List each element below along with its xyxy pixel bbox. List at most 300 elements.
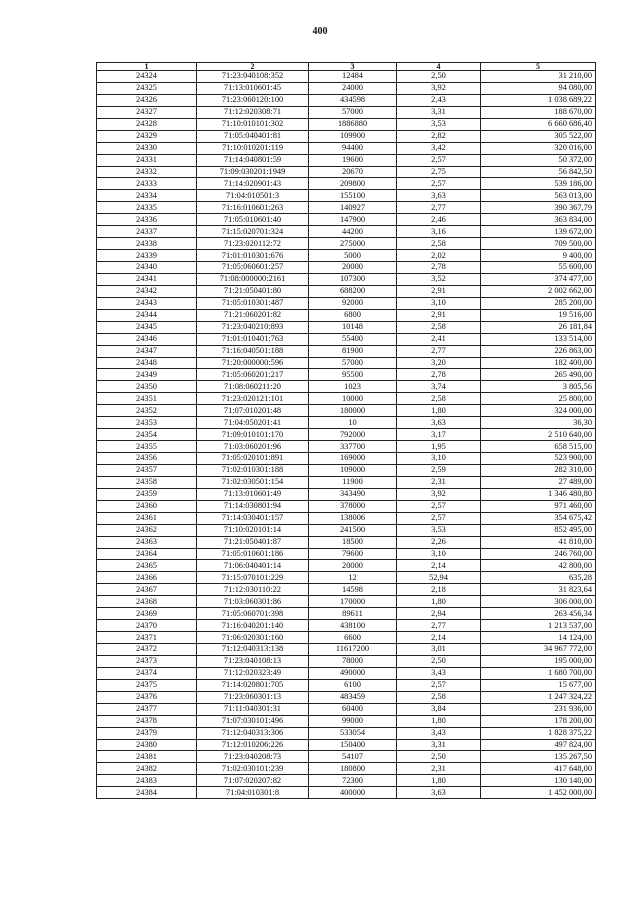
table-row [97,488,596,500]
table-row [97,226,596,238]
area-cell: 92000 [309,297,397,309]
value-cell: 539 186,00 [481,178,596,190]
value-cell: 31 210,00 [481,71,596,83]
cadastral-number-cell: 71:21:050401:80 [197,285,309,297]
row-number-cell: 24359 [97,488,197,500]
area-cell: 1886880 [309,118,397,130]
area-cell: 78000 [309,655,397,667]
rate-cell: 3,31 [397,739,481,751]
cadastral-number-cell: 71:23:060120:100 [197,94,309,106]
row-number-cell: 24374 [97,667,197,679]
rate-cell: 2,58 [397,321,481,333]
rate-cell: 3,63 [397,787,481,799]
cadastral-number-cell: 71:13:010601:49 [197,488,309,500]
value-cell: 658 515,00 [481,441,596,453]
table-body [97,71,596,799]
row-number-cell: 24349 [97,369,197,381]
table-row [97,369,596,381]
cadastral-number-cell: 71:01:010401:763 [197,333,309,345]
row-number-cell: 24335 [97,202,197,214]
row-number-cell: 24347 [97,345,197,357]
row-number-cell: 24351 [97,393,197,405]
area-cell: 147900 [309,214,397,226]
value-cell: 50 372,00 [481,154,596,166]
cadastral-number-cell: 71:14:030401:157 [197,512,309,524]
column-header-1: 1 [97,63,197,71]
table-row [97,405,596,417]
value-cell: 1 038 689,22 [481,94,596,106]
table-row [97,214,596,226]
row-number-cell: 24362 [97,524,197,536]
value-cell: 1 247 324,22 [481,691,596,703]
value-cell: 852 495,00 [481,524,596,536]
area-cell: 337700 [309,441,397,453]
value-cell: 265 490,00 [481,369,596,381]
cadastral-number-cell: 71:16:040501:188 [197,345,309,357]
cadastral-number-cell: 71:12:040313:138 [197,644,309,656]
cadastral-number-cell: 71:10:010101:302 [197,118,309,130]
rate-cell: 2,46 [397,214,481,226]
row-number-cell: 24326 [97,94,197,106]
row-number-cell: 24329 [97,130,197,142]
value-cell: 390 367,79 [481,202,596,214]
area-cell: 10000 [309,393,397,405]
value-cell: 523 900,00 [481,453,596,465]
value-cell: 26 181,84 [481,321,596,333]
cadastral-number-cell: 71:14:030801:94 [197,500,309,512]
table-row [97,500,596,512]
cadastral-number-cell: 71:07:030101:496 [197,715,309,727]
rate-cell: 1,95 [397,441,481,453]
value-cell: 1 680 700,00 [481,667,596,679]
cadastral-number-cell: 71:02:010301:188 [197,464,309,476]
cadastral-number-cell: 71:05:010601:186 [197,548,309,560]
table-row [97,608,596,620]
table-row [97,190,596,202]
area-cell: 55400 [309,333,397,345]
value-cell: 226 863,00 [481,345,596,357]
table-row [97,620,596,632]
column-header-5: 5 [481,63,596,71]
row-number-cell: 24339 [97,250,197,262]
area-cell: 792000 [309,429,397,441]
row-number-cell: 24352 [97,405,197,417]
row-number-cell: 24343 [97,297,197,309]
cadastral-number-cell: 71:04:050201:41 [197,417,309,429]
value-cell: 6 660 686,40 [481,118,596,130]
value-cell: 285 200,00 [481,297,596,309]
value-cell: 178 200,00 [481,715,596,727]
rate-cell: 2,75 [397,166,481,178]
rate-cell: 2,58 [397,393,481,405]
rate-cell: 2,59 [397,464,481,476]
row-number-cell: 24336 [97,214,197,226]
table-row [97,202,596,214]
row-number-cell: 24357 [97,464,197,476]
cadastral-number-cell: 71:21:060201:82 [197,309,309,321]
value-cell: 263 456,34 [481,608,596,620]
row-number-cell: 24361 [97,512,197,524]
rate-cell: 1,80 [397,405,481,417]
row-number-cell: 24346 [97,333,197,345]
area-cell: 44200 [309,226,397,238]
cadastral-number-cell: 71:23:060301:13 [197,691,309,703]
cadastral-number-cell: 71:23:040208:73 [197,751,309,763]
row-number-cell: 24342 [97,285,197,297]
rate-cell: 2,58 [397,691,481,703]
row-number-cell: 24354 [97,429,197,441]
table-row [97,309,596,321]
row-number-cell: 24324 [97,71,197,83]
area-cell: 81900 [309,345,397,357]
value-cell: 9 400,00 [481,250,596,262]
cadastral-number-cell: 71:13:010601:45 [197,82,309,94]
table-row [97,453,596,465]
area-cell: 138006 [309,512,397,524]
table-row [97,441,596,453]
table-row [97,393,596,405]
rate-cell: 2,78 [397,262,481,274]
table-row [97,524,596,536]
cadastral-number-cell: 71:07:010201:48 [197,405,309,417]
cadastral-number-cell: 71:05:040401:81 [197,130,309,142]
area-cell: 400000 [309,787,397,799]
row-number-cell: 24377 [97,703,197,715]
table-row [97,106,596,118]
area-cell: 19600 [309,154,397,166]
rate-cell: 3,42 [397,142,481,154]
row-number-cell: 24348 [97,357,197,369]
area-cell: 5000 [309,250,397,262]
rate-cell: 3,53 [397,524,481,536]
row-number-cell: 24340 [97,262,197,274]
cadastral-number-cell: 71:12:030110:22 [197,584,309,596]
row-number-cell: 24344 [97,309,197,321]
row-number-cell: 24379 [97,727,197,739]
area-cell: 155100 [309,190,397,202]
rate-cell: 3,10 [397,453,481,465]
table-row [97,655,596,667]
rate-cell: 2,18 [397,584,481,596]
table-header-row [97,63,596,71]
rate-cell: 2,77 [397,202,481,214]
row-number-cell: 24366 [97,572,197,584]
rate-cell: 3,10 [397,548,481,560]
cadastral-number-cell: 71:11:040301:31 [197,703,309,715]
rate-cell: 2,82 [397,130,481,142]
value-cell: 363 834,00 [481,214,596,226]
row-number-cell: 24375 [97,679,197,691]
area-cell: 54107 [309,751,397,763]
area-cell: 209800 [309,178,397,190]
table-row [97,154,596,166]
row-number-cell: 24331 [97,154,197,166]
cadastral-number-cell: 71:12:020308:71 [197,106,309,118]
table-row [97,333,596,345]
rate-cell: 2,58 [397,238,481,250]
rate-cell: 3,92 [397,82,481,94]
area-cell: 180000 [309,405,397,417]
area-cell: 60400 [309,703,397,715]
value-cell: 231 936,00 [481,703,596,715]
table-row [97,512,596,524]
row-number-cell: 24384 [97,787,197,799]
rate-cell: 3,63 [397,417,481,429]
area-cell: 79600 [309,548,397,560]
table-row [97,297,596,309]
cadastral-number-cell: 71:05:010601:40 [197,214,309,226]
rate-cell: 2,57 [397,512,481,524]
rate-cell: 3,43 [397,727,481,739]
rate-cell: 3,53 [397,118,481,130]
table-row [97,262,596,274]
area-cell: 6100 [309,679,397,691]
row-number-cell: 24381 [97,751,197,763]
table-row [97,285,596,297]
row-number-cell: 24358 [97,476,197,488]
value-cell: 1 346 480,80 [481,488,596,500]
table-row [97,536,596,548]
cadastral-number-cell: 71:02:030101:239 [197,763,309,775]
rate-cell: 2,14 [397,560,481,572]
area-cell: 107300 [309,273,397,285]
row-number-cell: 24341 [97,273,197,285]
cadastral-number-cell: 71:14:040801:59 [197,154,309,166]
row-number-cell: 24332 [97,166,197,178]
area-cell: 170000 [309,596,397,608]
row-number-cell: 24337 [97,226,197,238]
table-row [97,691,596,703]
cadastral-number-cell: 71:03:060201:96 [197,441,309,453]
cadastral-number-cell: 71:23:020112:72 [197,238,309,250]
area-cell: 11900 [309,476,397,488]
row-number-cell: 24369 [97,608,197,620]
area-cell: 94400 [309,142,397,154]
page-number: 400 [312,26,328,37]
cadastral-number-cell: 71:02:030501:154 [197,476,309,488]
area-cell: 6800 [309,309,397,321]
cadastral-number-cell: 71:15:070101:229 [197,572,309,584]
rate-cell: 2,50 [397,655,481,667]
row-number-cell: 24338 [97,238,197,250]
row-number-cell: 24328 [97,118,197,130]
table-row [97,679,596,691]
row-number-cell: 24370 [97,620,197,632]
rate-cell: 2,57 [397,500,481,512]
area-cell: 18500 [309,536,397,548]
area-cell: 150400 [309,739,397,751]
row-number-cell: 24353 [97,417,197,429]
cadastral-number-cell: 71:14:020801:705 [197,679,309,691]
table-row [97,476,596,488]
table-row [97,787,596,799]
rate-cell: 3,20 [397,357,481,369]
row-number-cell: 24372 [97,644,197,656]
area-cell: 12 [309,572,397,584]
value-cell: 324 000,00 [481,405,596,417]
rate-cell: 3,31 [397,106,481,118]
area-cell: 438100 [309,620,397,632]
row-number-cell: 24333 [97,178,197,190]
table-row [97,739,596,751]
cadastral-number-cell: 71:05:010301:487 [197,297,309,309]
rate-cell: 3,52 [397,273,481,285]
value-cell: 195 000,00 [481,655,596,667]
area-cell: 95500 [309,369,397,381]
table-row [97,130,596,142]
area-cell: 10148 [309,321,397,333]
land-plot-table [96,62,596,799]
cadastral-number-cell: 71:05:020101:891 [197,453,309,465]
area-cell: 490000 [309,667,397,679]
cadastral-number-cell: 71:04:010501:3 [197,190,309,202]
rate-cell: 2,57 [397,679,481,691]
rate-cell: 2,41 [397,333,481,345]
cadastral-number-cell: 71:09:010101:170 [197,429,309,441]
row-number-cell: 24350 [97,381,197,393]
area-cell: 72300 [309,775,397,787]
area-cell: 11617200 [309,644,397,656]
cadastral-number-cell: 71:10:020101:14 [197,524,309,536]
rate-cell: 1,80 [397,775,481,787]
row-number-cell: 24380 [97,739,197,751]
column-header-4: 4 [397,63,481,71]
table-row [97,584,596,596]
value-cell: 135 267,50 [481,751,596,763]
value-cell: 635,28 [481,572,596,584]
table-row [97,417,596,429]
value-cell: 31 823,64 [481,584,596,596]
row-number-cell: 24345 [97,321,197,333]
area-cell: 24000 [309,82,397,94]
rate-cell: 3,17 [397,429,481,441]
area-cell: 241500 [309,524,397,536]
table-row [97,464,596,476]
table-row [97,596,596,608]
value-cell: 417 648,00 [481,763,596,775]
cadastral-number-cell: 71:15:020701:324 [197,226,309,238]
value-cell: 36,30 [481,417,596,429]
area-cell: 533054 [309,727,397,739]
area-cell: 89611 [309,608,397,620]
table-row [97,751,596,763]
cadastral-number-cell: 71:16:040201:140 [197,620,309,632]
cadastral-number-cell: 71:06:020301:160 [197,632,309,644]
table-row [97,727,596,739]
row-number-cell: 24364 [97,548,197,560]
rate-cell: 3,63 [397,190,481,202]
value-cell: 282 310,00 [481,464,596,476]
value-cell: 41 810,00 [481,536,596,548]
value-cell: 27 489,00 [481,476,596,488]
value-cell: 182 400,00 [481,357,596,369]
value-cell: 1 213 537,00 [481,620,596,632]
cadastral-number-cell: 71:16:010601:263 [197,202,309,214]
area-cell: 343490 [309,488,397,500]
cadastral-number-cell: 71:20:000000:596 [197,357,309,369]
table-row [97,94,596,106]
table-row [97,238,596,250]
value-cell: 15 677,00 [481,679,596,691]
cadastral-number-cell: 71:06:040401:14 [197,560,309,572]
table-row [97,178,596,190]
row-number-cell: 24327 [97,106,197,118]
rate-cell: 2,91 [397,309,481,321]
value-cell: 94 080,00 [481,82,596,94]
cadastral-number-cell: 71:05:060701:398 [197,608,309,620]
value-cell: 305 522,00 [481,130,596,142]
cadastral-number-cell: 71:08:060211:20 [197,381,309,393]
value-cell: 320 016,00 [481,142,596,154]
row-number-cell: 24363 [97,536,197,548]
table-row [97,71,596,83]
rate-cell: 2,02 [397,250,481,262]
rate-cell: 3,74 [397,381,481,393]
rate-cell: 2,77 [397,620,481,632]
cadastral-number-cell: 71:05:060601:257 [197,262,309,274]
area-cell: 20000 [309,262,397,274]
row-number-cell: 24378 [97,715,197,727]
table-row [97,644,596,656]
value-cell: 497 824,00 [481,739,596,751]
table-row [97,142,596,154]
table-row [97,775,596,787]
rate-cell: 2,91 [397,285,481,297]
table-row [97,632,596,644]
value-cell: 374 477,00 [481,273,596,285]
rate-cell: 1,80 [397,715,481,727]
area-cell: 57000 [309,357,397,369]
area-cell: 20670 [309,166,397,178]
cadastral-number-cell: 71:05:060201:217 [197,369,309,381]
table-row [97,273,596,285]
rate-cell: 2,78 [397,369,481,381]
rate-cell: 2,77 [397,345,481,357]
rate-cell: 2,26 [397,536,481,548]
value-cell: 709 500,00 [481,238,596,250]
value-cell: 19 516,00 [481,309,596,321]
value-cell: 14 124,00 [481,632,596,644]
rate-cell: 3,01 [397,644,481,656]
table-row [97,703,596,715]
cadastral-number-cell: 71:08:000000:2161 [197,273,309,285]
table-row [97,763,596,775]
value-cell: 563 013,00 [481,190,596,202]
area-cell: 12484 [309,71,397,83]
row-number-cell: 24371 [97,632,197,644]
area-cell: 169000 [309,453,397,465]
value-cell: 42 800,00 [481,560,596,572]
value-cell: 25 800,00 [481,393,596,405]
row-number-cell: 24334 [97,190,197,202]
table-row [97,345,596,357]
value-cell: 3 805,56 [481,381,596,393]
value-cell: 971 460,00 [481,500,596,512]
value-cell: 188 670,00 [481,106,596,118]
value-cell: 246 760,00 [481,548,596,560]
column-header-3: 3 [309,63,397,71]
table-row [97,381,596,393]
rate-cell: 2,31 [397,763,481,775]
rate-cell: 3,43 [397,667,481,679]
rate-cell: 2,43 [397,94,481,106]
value-cell: 306 000,00 [481,596,596,608]
area-cell: 10 [309,417,397,429]
cadastral-number-cell: 71:14:020901:43 [197,178,309,190]
area-cell: 688200 [309,285,397,297]
rate-cell: 2,94 [397,608,481,620]
table-row [97,560,596,572]
